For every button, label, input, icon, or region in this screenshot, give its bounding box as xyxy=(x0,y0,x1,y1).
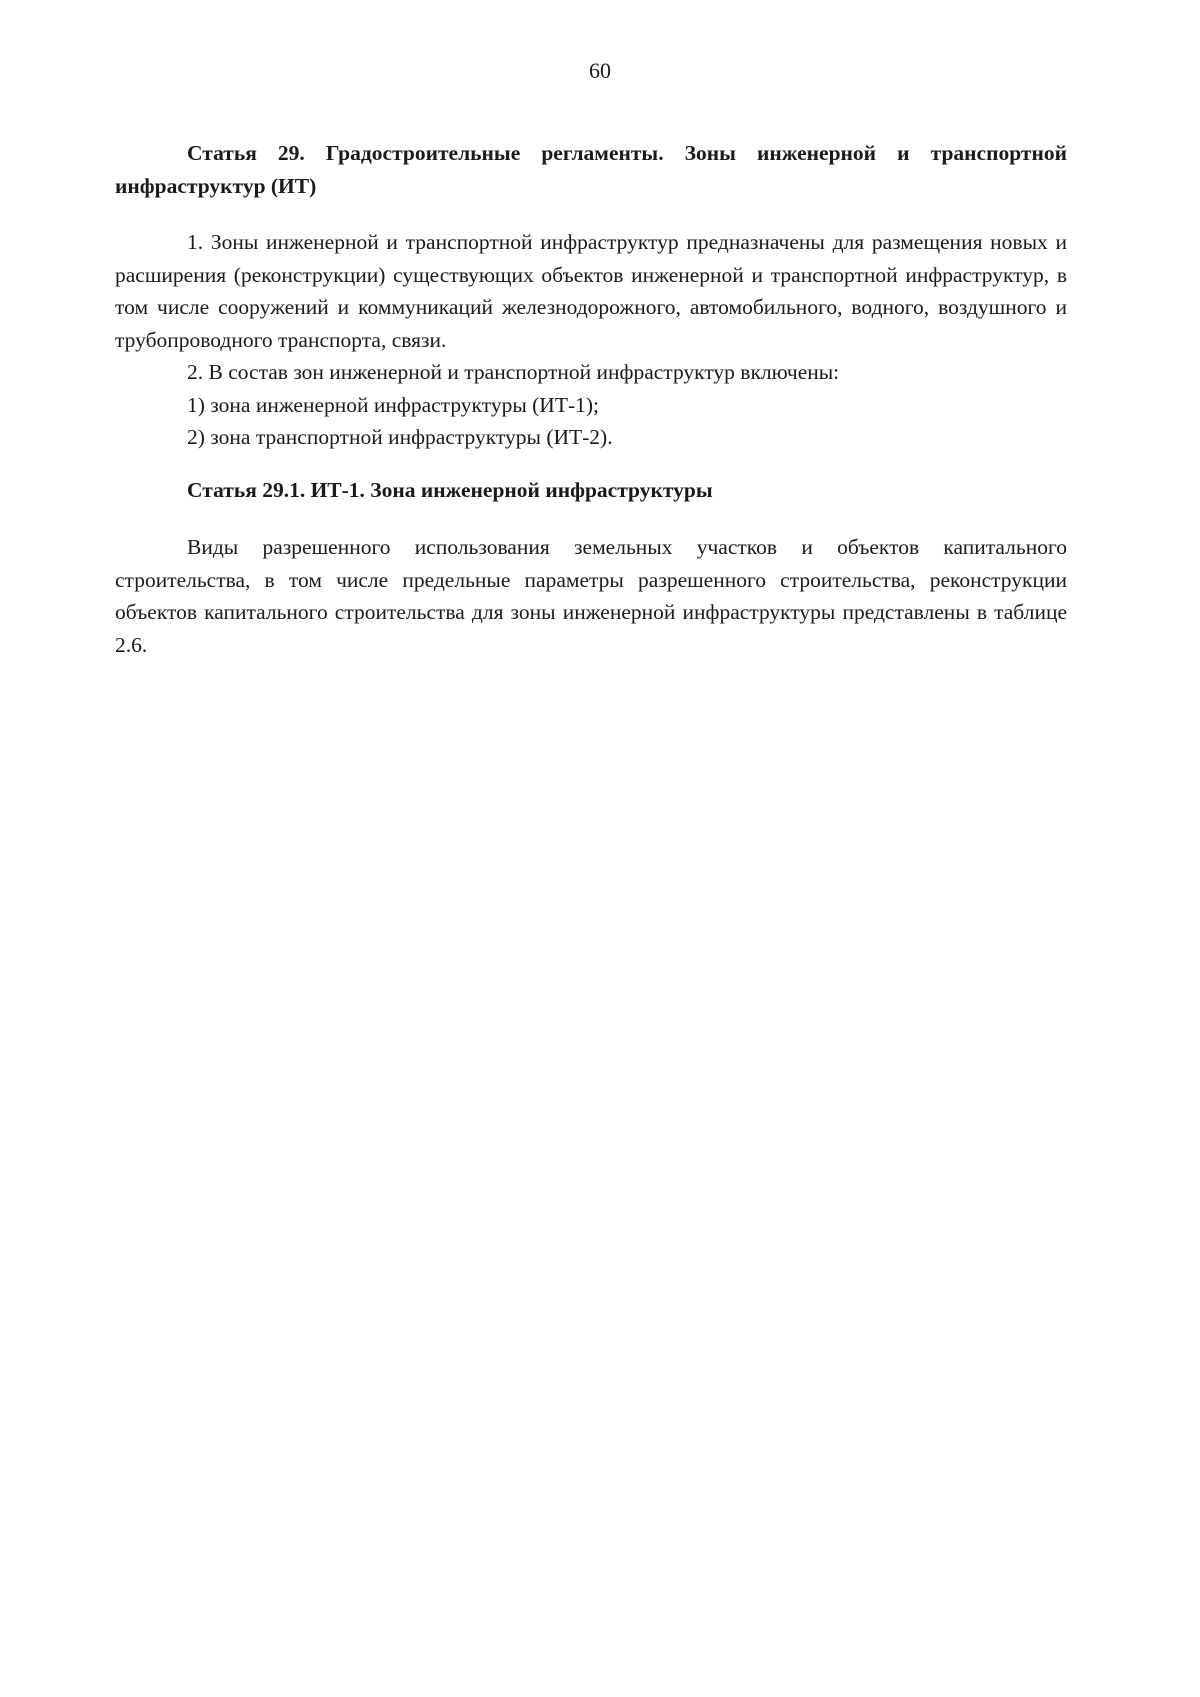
article-29-1-body xyxy=(115,531,1067,661)
article-29-1-heading: Статья 29.1. ИТ-1. Зона инженерной инфраструктуры xyxy=(187,478,713,502)
article-29-list-item-2: 2) зона транспортной инфраструктуры (ИТ-2). xyxy=(187,425,613,449)
article-29-body xyxy=(115,226,1067,454)
article-29-list-item-1: 1) зона инженерной инфраструктуры (ИТ-1); xyxy=(187,392,599,417)
page-number: 60 xyxy=(589,58,611,83)
article-29-heading: Статья 29. Градостроительные регламенты. Зоны инженерной и транспортной инфраструктур (ИТ) xyxy=(115,141,1067,198)
article-29-paragraph-2: 2. В состав зон инженерной и транспортной инфраструктур включены: xyxy=(187,360,840,384)
article-29-paragraph-1: 1. Зоны инженерной и транспортной инфраструктур предназначены для размещения новых и расширения (реконструкции) существующих объектов инженерной и транспортной инфраструктур, в том числе сооружений и коммуникаций железнодорожного, автомобильного, водного, воздушного и трубопроводного транспорта, связи. xyxy=(115,230,1067,352)
article-29-1-paragraph-1: Виды разрешенного использования земельных участков и объектов капитального строительства, в том числе предельные параметры разрешенного строительства, реконструкции объектов капитального строительства для зоны инженерной инфраструктуры представлены в таблице 2.6. xyxy=(115,535,1067,657)
